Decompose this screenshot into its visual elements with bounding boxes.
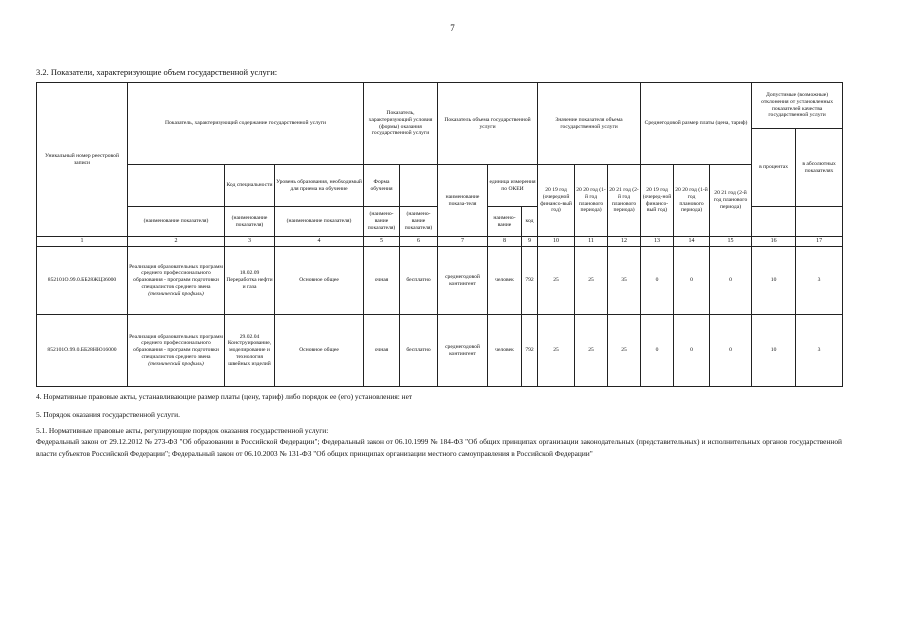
study-form: очная (364, 247, 400, 315)
laws-text: Федеральный закон от 29.12.2012 № 273-ФЗ "Об образовании в Российской Федерации"; Федеральный закон от 06.10.1999 № 184-ФЗ "Об общих принципах организации законодательных (представительных) и исполнительных органов государственной власти субъектов Российской Федерации"; Федеральный закон от 06.10.2003 № 131-ФЗ "Об общих принципах организации местного самоуправления в Российской Федерации" (36, 437, 842, 458)
header-name-of-indicator-4: (наимено-вание показателя) (364, 207, 400, 237)
column-number: 5 (364, 237, 400, 247)
header-name-of-indicator-5: (наимено-вание показателя) (400, 207, 438, 237)
deviation-absolute: 3 (796, 315, 843, 387)
header-content-indicator: Показатель, характеризующий содержание государственной услуги (128, 83, 364, 165)
unit-name: человек (488, 247, 522, 315)
column-number: 16 (752, 237, 796, 247)
header-code-specialty: Код специальности (225, 165, 275, 207)
column-number: 9 (522, 237, 538, 247)
header-conditions-empty (400, 165, 438, 207)
header-avg-fee: Среднегодовой размер платы (цена, тариф) (641, 83, 752, 165)
fee-2019: 0 (641, 247, 674, 315)
column-number: 14 (674, 237, 710, 247)
table-row (37, 315, 843, 387)
header-in-absolute: в абсолютных показателях (796, 129, 843, 207)
value-2021: 35 (608, 247, 641, 315)
header-unique-number: Уникальный номер реестровой записи (37, 83, 128, 237)
header-name-of-indicator-2: (наименование показателя) (225, 207, 275, 237)
fee-2021: 0 (710, 247, 752, 315)
indicator-name: среднегодовой контингент (438, 247, 488, 315)
paragraph-5: 5. Порядок оказания государственной услуги. (36, 410, 180, 419)
unit-code: 792 (522, 315, 538, 387)
fee-2020: 0 (674, 315, 710, 387)
unit-name: человек (488, 315, 522, 387)
volume-indicators-table (36, 82, 843, 387)
program-profile: (технический профиль) (148, 290, 204, 297)
header-deviation-empty-2 (796, 207, 843, 237)
header-unit-name: наимено-вание (488, 207, 522, 237)
paragraph-4: 4. Нормативные правовые акты, устанавливающие размер платы (цену, тариф) либо порядок ее (его) установления: нет (36, 392, 413, 401)
header-study-form: Форма обучения (364, 165, 400, 207)
header-content-empty (128, 165, 225, 207)
section-title: 3.2. Показатели, характеризующие объем государственной услуги: (36, 67, 278, 77)
header-volume-value: Значение показателя объема государственной услуги (538, 83, 641, 165)
header-unit-okei: единица измерения по ОКЕИ (488, 165, 538, 207)
value-2019: 25 (538, 247, 575, 315)
column-number: 2 (128, 237, 225, 247)
education-level: Основное общее (275, 247, 364, 315)
specialty-code: 29.02.04 Конструирование, моделирование и технология швейных изделий (225, 315, 275, 387)
column-number: 12 (608, 237, 641, 247)
specialty-code: 18.02.09 Переработка нефти и газа (225, 247, 275, 315)
table-row (37, 247, 843, 315)
header-year-2021-a: 20 21 год (2-й год планового периода) (608, 165, 641, 237)
column-number: 7 (438, 237, 488, 247)
header-name-of-indicator-3: (наименование показателя) (275, 207, 364, 237)
column-number: 1 (37, 237, 128, 247)
header-education-level: Уровень образования, необходимый для приема на обучение (275, 165, 364, 207)
education-level: Основное общее (275, 315, 364, 387)
program-text: Реализация образовательных программ среднего профессионального образования - программ подготовки специалистов среднего звена (129, 263, 223, 290)
header-volume-indicator: Показатель объема государственной услуги (438, 83, 538, 165)
fee-2021: 0 (710, 315, 752, 387)
value-2020: 25 (575, 315, 608, 387)
column-number: 13 (641, 237, 674, 247)
registry-number: 852101О.99.0.ББ28ЖЦ36000 (37, 247, 128, 315)
header-in-percent: в процентах (752, 129, 796, 207)
indicator-name: среднегодовой контингент (438, 315, 488, 387)
value-2020: 25 (575, 247, 608, 315)
header-year-2021-b: 20 21 год (2-й год планового периода) (710, 165, 752, 237)
page-number: 7 (450, 23, 455, 33)
value-2021: 25 (608, 315, 641, 387)
header-year-2019-b: 20 19 год (очеред-ной финансо-вый год) (641, 165, 674, 237)
unit-code: 792 (522, 247, 538, 315)
column-number: 10 (538, 237, 575, 247)
program-profile: (технический профиль) (148, 360, 204, 367)
header-allowed-deviation: Допустимые (возможные) отклонения от установленных показателей качества государственной услуги (752, 83, 843, 129)
deviation-percent: 10 (752, 247, 796, 315)
payment: бесплатно (400, 315, 438, 387)
deviation-percent: 10 (752, 315, 796, 387)
column-number: 3 (225, 237, 275, 247)
column-number: 6 (400, 237, 438, 247)
header-indicator-name: наименование показа-теля (438, 165, 488, 237)
study-form: очная (364, 315, 400, 387)
header-deviation-empty-1 (752, 207, 796, 237)
column-number: 17 (796, 237, 843, 247)
header-unit-code: код (522, 207, 538, 237)
column-number: 4 (275, 237, 364, 247)
column-number: 8 (488, 237, 522, 247)
header-year-2020-b: 20 20 год (1-й год планового периода) (674, 165, 710, 237)
column-number: 11 (575, 237, 608, 247)
fee-2020: 0 (674, 247, 710, 315)
program-cell (128, 247, 225, 315)
header-year-2019-a: 20 19 год (очередной финансо-вый год) (538, 165, 575, 237)
header-name-of-indicator-1: (наименование показателя) (128, 207, 225, 237)
header-conditions-indicator: Показатель, характеризующий условия (формы) оказания государственной услуги (364, 83, 438, 165)
registry-number: 852101О.99.0.ББ28НЮ16000 (37, 315, 128, 387)
program-cell (128, 315, 225, 387)
header-year-2020-a: 20 20 год (1-й год планового периода) (575, 165, 608, 237)
program-text: Реализация образовательных программ среднего профессионального образования - программ подготовки специалистов среднего звена (129, 333, 223, 360)
deviation-absolute: 3 (796, 247, 843, 315)
fee-2019: 0 (641, 315, 674, 387)
paragraph-5-1: 5.1. Нормативные правовые акты, регулирующие порядок оказания государственной услуги: (36, 426, 329, 435)
value-2019: 25 (538, 315, 575, 387)
payment: бесплатно (400, 247, 438, 315)
column-number: 15 (710, 237, 752, 247)
